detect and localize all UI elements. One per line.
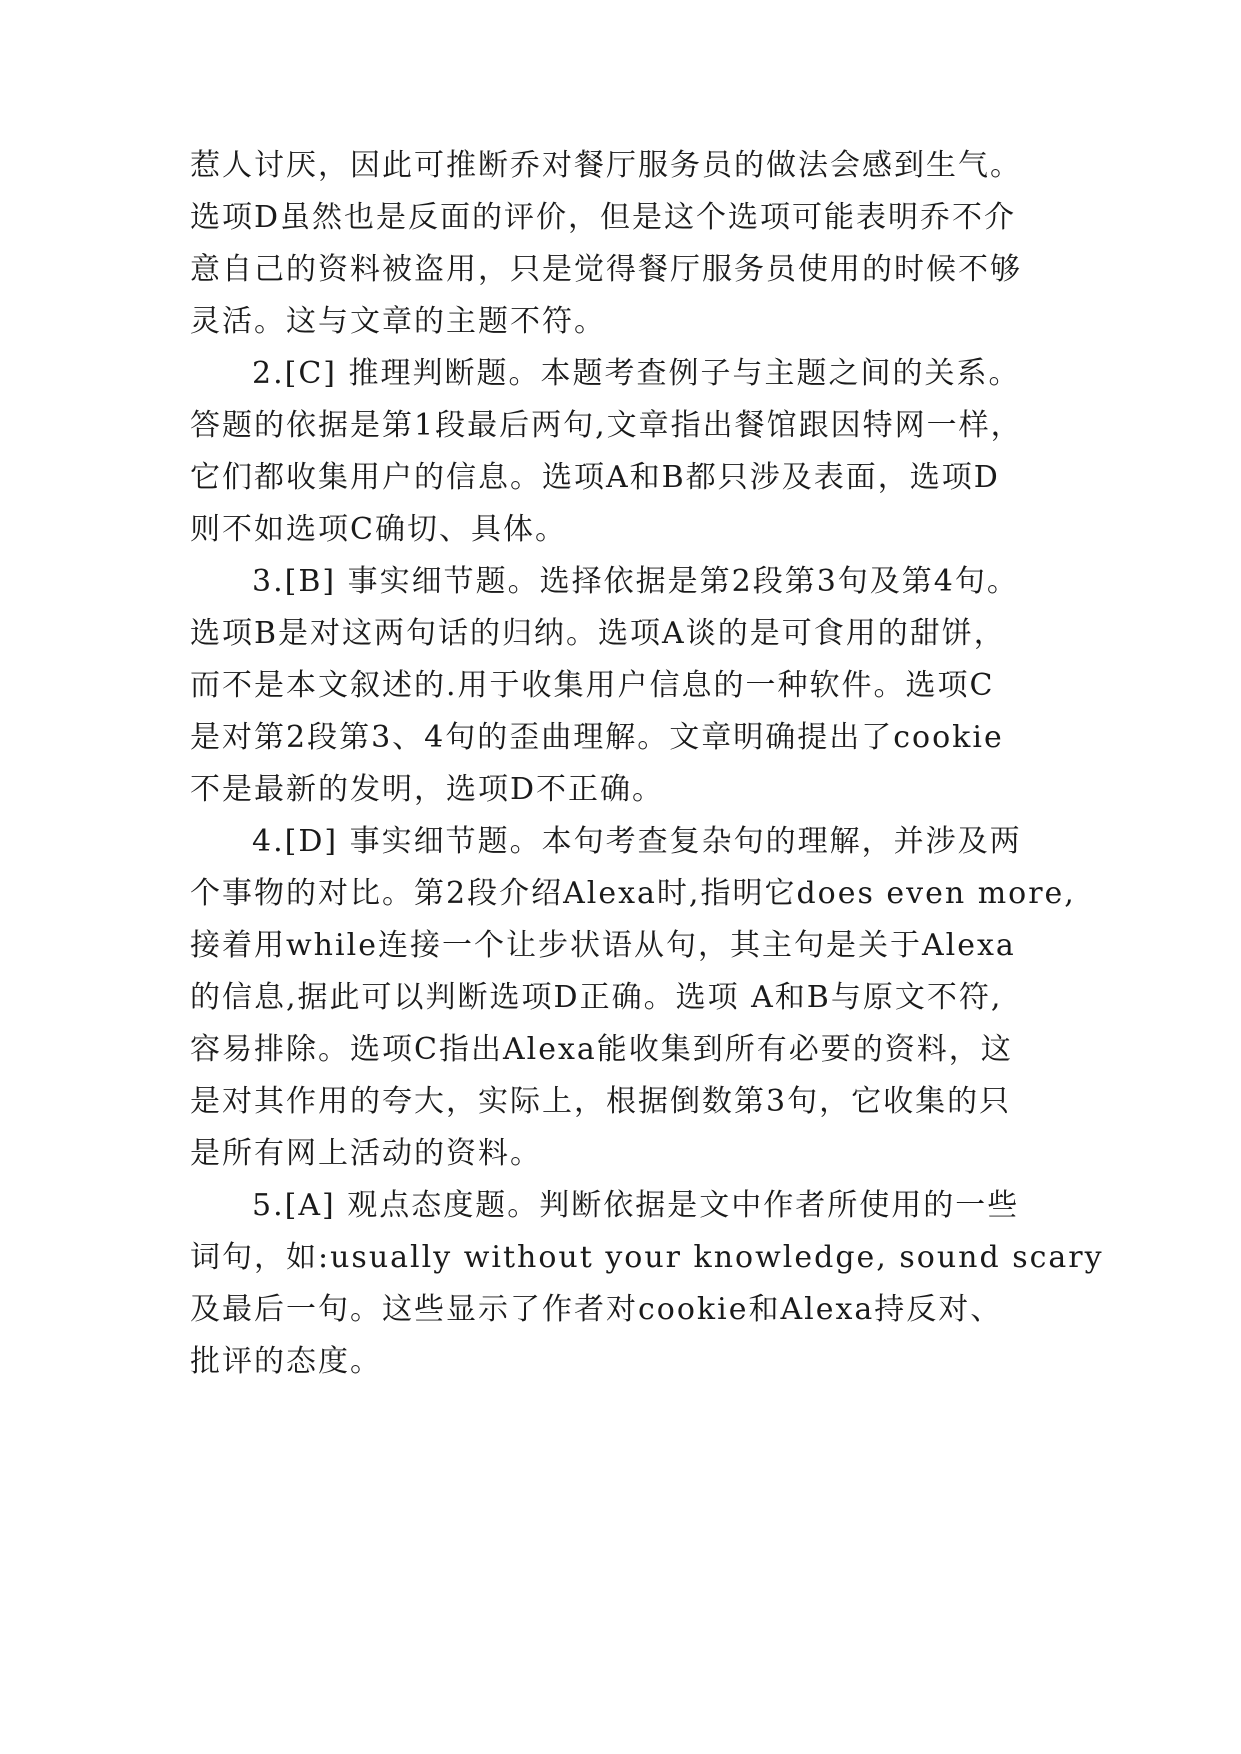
text-line-22: 词句，如:usually without your knowledge, sound scary xyxy=(190,1240,1104,1275)
text-line-19: 是对其作用的夸大，实际上，根据倒数第3句，它收集的只 xyxy=(190,1084,1012,1119)
text-line-10: 选项B是对这两句话的归纳。选项A谈的是可食用的甜饼， xyxy=(190,616,1006,651)
text-line-1: 惹人讨厌，因此可推断乔对餐厅服务员的做法会感到生气。 xyxy=(190,148,1022,183)
text-line-16: 接着用while连接一个让步状语从句，其主句是关于Alexa xyxy=(190,928,1016,963)
text-line-6: 答题的依据是第1段最后两句,文章指出餐馆跟因特网一样， xyxy=(190,408,1023,443)
answer-2-heading: 2.[C] 推理判断题。本题考查例子与主题之间的关系。 xyxy=(252,356,1021,391)
text-line-20: 是所有网上活动的资料。 xyxy=(190,1136,542,1171)
text-line-17: 的信息,据此可以判断选项D正确。选项 A和B与原文不符, xyxy=(190,980,1003,1015)
text-line-23: 及最后一句。这些显示了作者对cookie和Alexa持反对、 xyxy=(190,1292,1003,1327)
text-line-24: 批评的态度。 xyxy=(190,1344,382,1379)
text-line-11: 而不是本文叙述的.用于收集用户信息的一种软件。选项C xyxy=(190,668,995,703)
answer-4-heading: 4.[D] 事实细节题。本句考查复杂句的理解，并涉及两 xyxy=(252,824,1022,859)
text-line-8: 则不如选项C确切、具体。 xyxy=(190,512,567,547)
text-line-12: 是对第2段第3、4句的歪曲理解。文章明确提出了cookie xyxy=(190,720,1004,755)
text-line-15: 个事物的对比。第2段介绍Alexa时,指明它does even more, xyxy=(190,876,1076,911)
text-line-13: 不是最新的发明，选项D不正确。 xyxy=(190,772,665,807)
text-line-2: 选项D虽然也是反面的评价，但是这个选项可能表明乔不介 xyxy=(190,200,1017,235)
text-line-4: 灵活。这与文章的主题不符。 xyxy=(190,304,606,339)
answer-3-heading: 3.[B] 事实细节题。选择依据是第2段第3句及第4句。 xyxy=(252,564,1019,599)
text-line-7: 它们都收集用户的信息。选项A和B都只涉及表面，选项D xyxy=(190,460,1000,495)
text-line-3: 意自己的资料被盗用，只是觉得餐厅服务员使用的时候不够 xyxy=(190,252,1022,287)
text-line-18: 容易排除。选项C指出Alexa能收集到所有必要的资料，这 xyxy=(190,1032,1013,1067)
answer-5-heading: 5.[A] 观点态度题。判断依据是文中作者所使用的一些 xyxy=(252,1188,1020,1223)
